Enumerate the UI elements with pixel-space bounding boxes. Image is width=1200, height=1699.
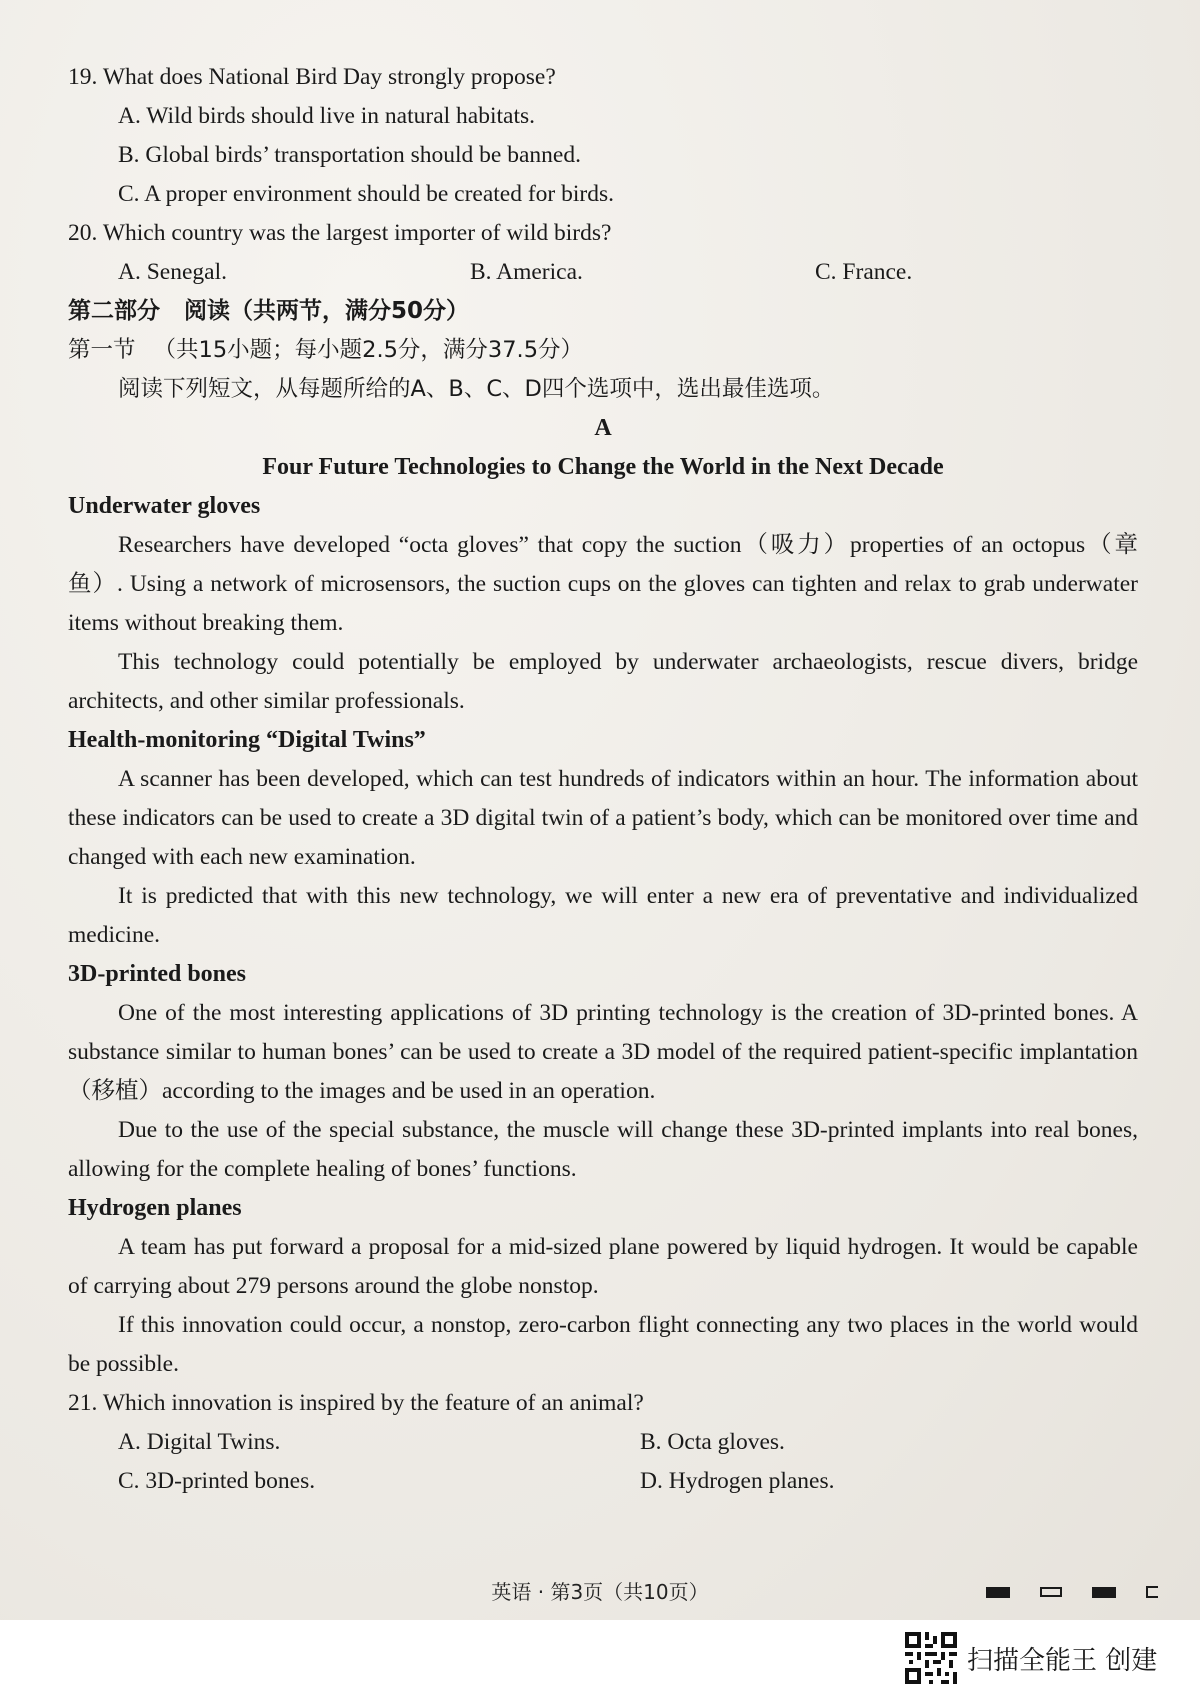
passage-subheading: Underwater gloves (68, 493, 261, 519)
question-21-option-d: D. Hydrogen planes. (640, 1468, 835, 1494)
page-content (68, 58, 1138, 1501)
subsection-title: （共15小题；每小题2.5分，满分37.5分） (153, 337, 584, 363)
part-heading (68, 292, 1138, 331)
question-21-option-b: B. Octa gloves. (640, 1429, 785, 1455)
subsection-heading (68, 331, 1138, 370)
passage-paragraph: A team has put forward a proposal for a mid-sized plane powered by liquid hydrogen. It would be capable of carrying about 279 persons around the globe nonstop. (68, 1234, 1138, 1299)
reading-instruction: 阅读下列短文，从每题所给的A、B、C、D四个选项中，选出最佳选项。 (118, 376, 835, 402)
qr-code-icon (905, 1632, 957, 1684)
alignment-mark-icon (1146, 1586, 1158, 1598)
passage-paragraph: Researchers have developed “octa gloves” that copy the suction（吸力）properties of an octopus（章鱼）. Using a network of microsensors, the suction cups on the gloves can tighten and relax to grab underwater items without breaking them. (68, 532, 1138, 636)
passage-paragraph: Due to the use of the special substance, the muscle will change these 3D-printed implants into real bones, allowing for the complete healing of bones’ functions. (68, 1117, 1138, 1182)
passage-subheading: 3D-printed bones (68, 961, 247, 987)
question-20-stem: 20. Which country was the largest importer of wild birds? (68, 220, 612, 246)
passage-paragraph: This technology could potentially be employed by underwater archaeologists, rescue divers, bridge architects, and other similar professionals. (68, 649, 1138, 714)
question-20-options (118, 253, 1138, 292)
passage-letter: A (594, 415, 612, 441)
question-19-option-c: C. A proper environment should be created for birds. (118, 181, 614, 207)
alignment-mark-icon (1092, 1587, 1116, 1598)
question-21-options-row-1 (118, 1423, 1138, 1462)
watermark-text: 扫描全能王 创建 (967, 1645, 1158, 1676)
question-20-option-b: B. America. (470, 259, 583, 285)
passage-subheading: Health-monitoring “Digital Twins” (68, 727, 426, 753)
question-20-option-c: C. France. (815, 259, 913, 285)
subsection-label: 第一节 (68, 337, 136, 363)
part-title: 阅读（共两节，满分50分） (184, 298, 470, 324)
question-21-option-c: C. 3D-printed bones. (118, 1468, 316, 1494)
alignment-mark-icon (986, 1587, 1010, 1598)
question-19-option-b: B. Global birds’ transportation should be banned. (118, 142, 581, 168)
alignment-mark-icon (1040, 1587, 1062, 1597)
alignment-marks (986, 1586, 1158, 1598)
passage-paragraph: If this innovation could occur, a nonstop, zero-carbon flight connecting any two places in the world would be possible. (68, 1312, 1138, 1377)
passage-paragraph: It is predicted that with this new technology, we will enter a new era of preventative and individualized medicine. (68, 883, 1138, 948)
question-21-stem: 21. Which innovation is inspired by the feature of an animal? (68, 1390, 644, 1416)
question-21-options-row-2 (118, 1462, 1138, 1501)
passage-paragraph: A scanner has been developed, which can test hundreds of indicators within an hour. The information about these indicators can be used to create a 3D digital twin of a patient’s body, which can be monitored over time and changed with each new examination. (68, 766, 1138, 870)
question-19-option-a: A. Wild birds should live in natural habitats. (118, 103, 535, 129)
passage-title: Four Future Technologies to Change the World in the Next Decade (262, 454, 944, 480)
passage-subheading: Hydrogen planes (68, 1195, 242, 1221)
page-footer: 英语 · 第3页（共10页） (491, 1580, 709, 1604)
question-19-stem: 19. What does National Bird Day strongly propose? (68, 64, 556, 90)
part-label: 第二部分 (68, 298, 160, 324)
scanner-watermark (905, 1632, 1157, 1684)
question-21-option-a: A. Digital Twins. (118, 1429, 281, 1455)
passage-paragraph: One of the most interesting applications of 3D printing technology is the creation of 3D-printed bones. A substance similar to human bones’ can be used to create a 3D model of the required patient-specific implantation（移植）according to the images and be used in an operation. (68, 1000, 1138, 1104)
question-20-option-a: A. Senegal. (118, 259, 227, 285)
